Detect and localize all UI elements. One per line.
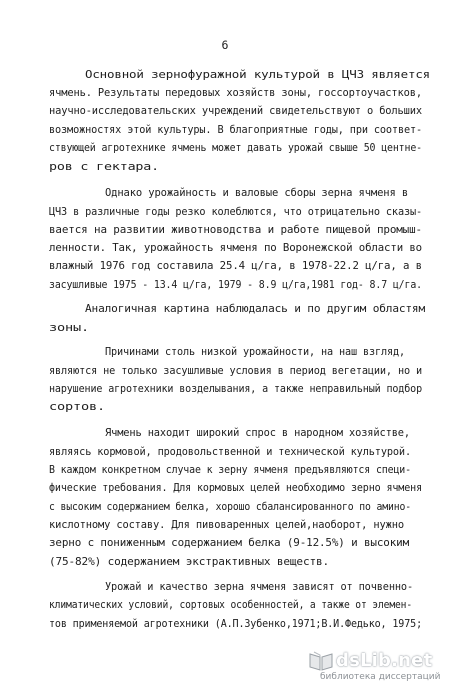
text-line: Аналогичная картина наблюдалась и по другим областям [85,302,426,315]
text-line: влажный 1976 год составила 25.4 ц/га, в 1978-22.2 ц/га, а в [49,259,422,272]
text-line: являются не только засушливые условия в период вегетации, но и [49,364,423,377]
text-line: тов применяемой агротехники (А.П.Зубенко,1971;В.И.Федько, 1975; [49,617,422,630]
text-line: фические требования. Для кормовых целей необходимо зерно ячменя [49,481,422,494]
text-line: ствующей агротехнике ячмень может давать урожай свыше 50 центне- [49,141,422,154]
text-line: с высоким содержанием белка, хорошо сбалансированного по амино- [49,500,411,513]
text-line: ЦЧЗ в различные годы резко колеблются, что отрицательно сказы- [49,205,423,218]
text-line: являясь кормовой, продовольственной и технической культурой. [49,445,411,458]
text-line: ров с гектара. [49,160,160,173]
page-number: 6 [221,38,229,52]
text-line: Основной зернофуражной культурой в ЦЧЗ является [85,68,431,81]
text-line: сортов. [49,400,106,413]
text-line: ленности. Так, урожайность ячменя по Воронежской области во [49,241,422,254]
watermark-site-name: dsLib.net [336,650,433,671]
text-line: научно-исследовательских учреждений свидетельствуют о больших [49,104,422,117]
text-line: нарушение агротехники возделывания, а также неправильный подбор [49,382,422,395]
watermark-tagline: библиотека диссертаций [320,672,441,682]
text-line: климатических условий, сортовых особенностей, а также от элемен- [49,598,413,611]
book-logo-icon [308,650,334,672]
watermark [290,650,440,688]
text-line: Ячмень находит широкий спрос в народном хозяйстве, [105,426,410,439]
text-line: кислотному составу. Для пивоваренных целей,наоборот, нужно [49,518,404,531]
text-line: В каждом конкретном случае к зерну ячменя предъявляются специ- [49,463,411,476]
text-line: зоны. [49,321,89,334]
text-line: ячмень. Результаты передовых хозяйств зоны, госсортоучастков, [49,86,422,99]
text-line: возможностях этой культуры. В благоприятные годы, при соответ- [49,123,423,136]
text-line: засушливые 1975 - 13.4 ц/га, 1979 - 8.9 ц/га,1981 год- 8.7 ц/га. [49,278,422,291]
text-line: зерно с пониженным содержанием белка (9-12.5%) и высоким [49,536,410,549]
text-line: Причинами столь низкой урожайности, на наш взгляд, [105,345,406,358]
text-line: (75-82%) содержанием экстрактивных веществ. [49,555,329,568]
text-line: Урожай и качество зерна ячменя зависят от почвенно- [105,580,413,593]
text-line: Однако урожайность и валовые сборы зерна ячменя в [105,186,409,199]
text-line: вается на развитии животноводства и работе пищевой промыш- [49,223,422,236]
